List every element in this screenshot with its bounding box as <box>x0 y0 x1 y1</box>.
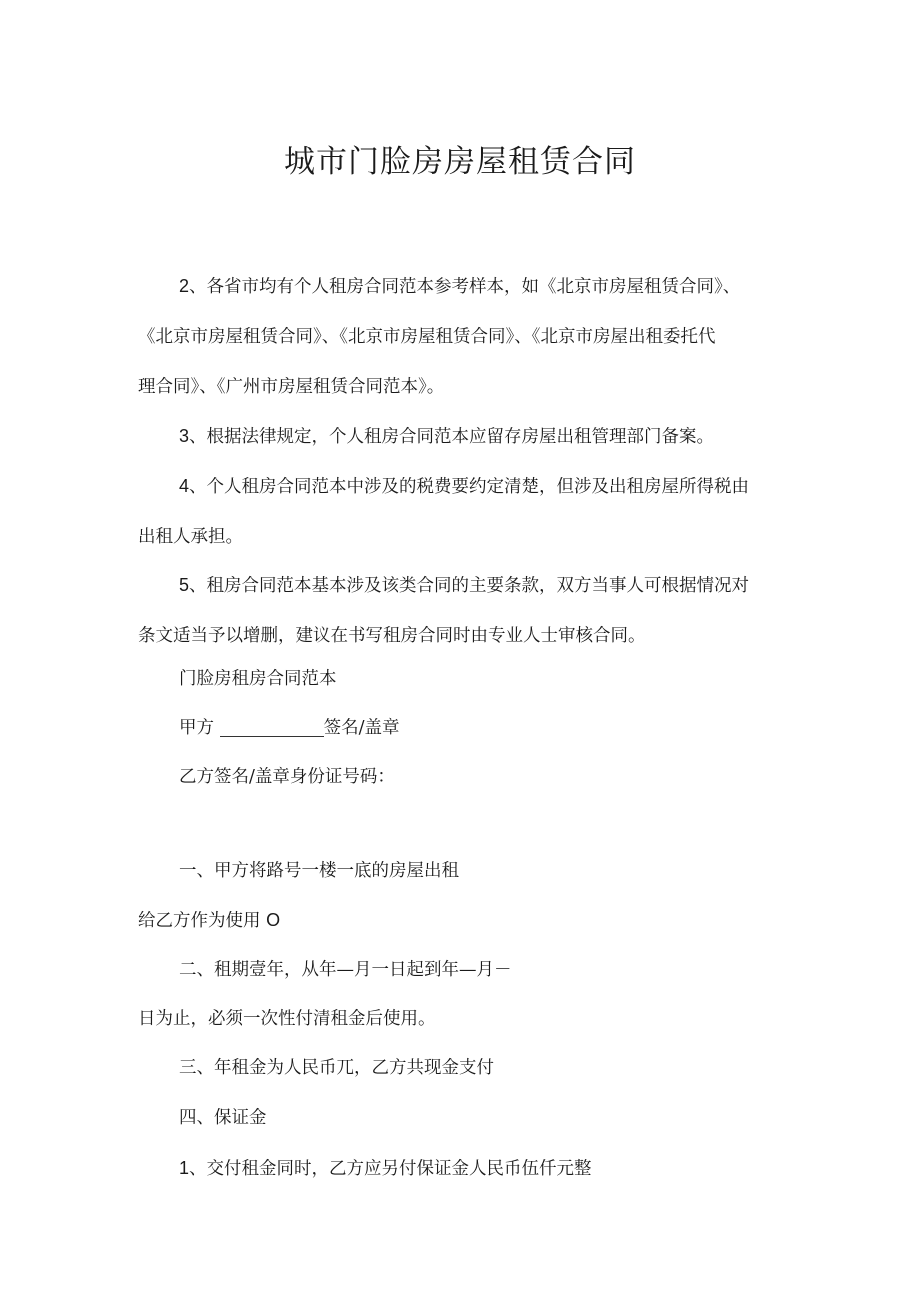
clause-2-line-2: 日为止，必须一次性付清租金后使用。 <box>138 1009 436 1029</box>
note-2-line-3: 理合同》、《广州市房屋租赁合同范本》。 <box>138 377 445 397</box>
note-3-number: 3 <box>179 426 190 446</box>
clause-3: 三、年租金为人民币兀，乙方共现金支付 <box>179 1058 494 1078</box>
note-4-number: 4 <box>179 476 190 496</box>
clause-4-1: 1、交付租金同时，乙方应另付保证金人民币伍仟元整 <box>179 1158 592 1179</box>
document-title: 城市门脸房房屋租赁合同 <box>284 144 636 180</box>
note-4 <box>138 461 798 562</box>
note-2 <box>138 261 798 412</box>
clause-4-heading: 四、保证金 <box>179 1108 267 1128</box>
party-b-signature: 乙方签名/盖章身份证号码： <box>179 767 395 787</box>
note-5-line-1: 5、租房合同范本基本涉及该类合同的主要条款，双方当事人可根据情况对 <box>179 575 750 596</box>
note-5-number: 5 <box>179 575 190 595</box>
note-5-line-2: 条文适当予以增删，建议在书写租房合同时由专业人士审核合同。 <box>138 626 646 646</box>
clause-1-line-2: 给乙方作为使用 O <box>138 910 281 931</box>
note-3 <box>138 411 798 462</box>
clause-1-mark: O <box>266 910 281 930</box>
note-2-line-1: 2、各省市均有个人租房合同范本参考样本，如《北京市房屋租赁合同》、 <box>179 276 741 297</box>
note-2-line-2: 《北京市房屋租赁合同》、《北京市房屋租赁合同》、《北京市房屋出租委托代 <box>138 327 716 347</box>
template-heading: 门脸房租房合同范本 <box>179 669 337 689</box>
party-a-signature: 甲方 签名/盖章 <box>179 718 400 738</box>
clause-4-1-number: 1 <box>179 1158 190 1178</box>
note-4-line-1: 4、个人租房合同范本中涉及的税费要约定清楚，但涉及出租房屋所得税由 <box>179 476 750 497</box>
clause-1-line-1: 一、甲方将路号一楼一底的房屋出租 <box>179 861 459 881</box>
note-4-line-2: 出租人承担。 <box>138 527 243 547</box>
clause-2-line-1: 二、租期壹年，从年—月一日起到年—月－ <box>179 960 512 980</box>
party-a-blank <box>220 735 324 737</box>
note-2-number: 2 <box>179 276 190 296</box>
note-5 <box>138 560 798 661</box>
note-3-line-1: 3、根据法律规定，个人租房合同范本应留存房屋出租管理部门备案。 <box>179 426 715 447</box>
